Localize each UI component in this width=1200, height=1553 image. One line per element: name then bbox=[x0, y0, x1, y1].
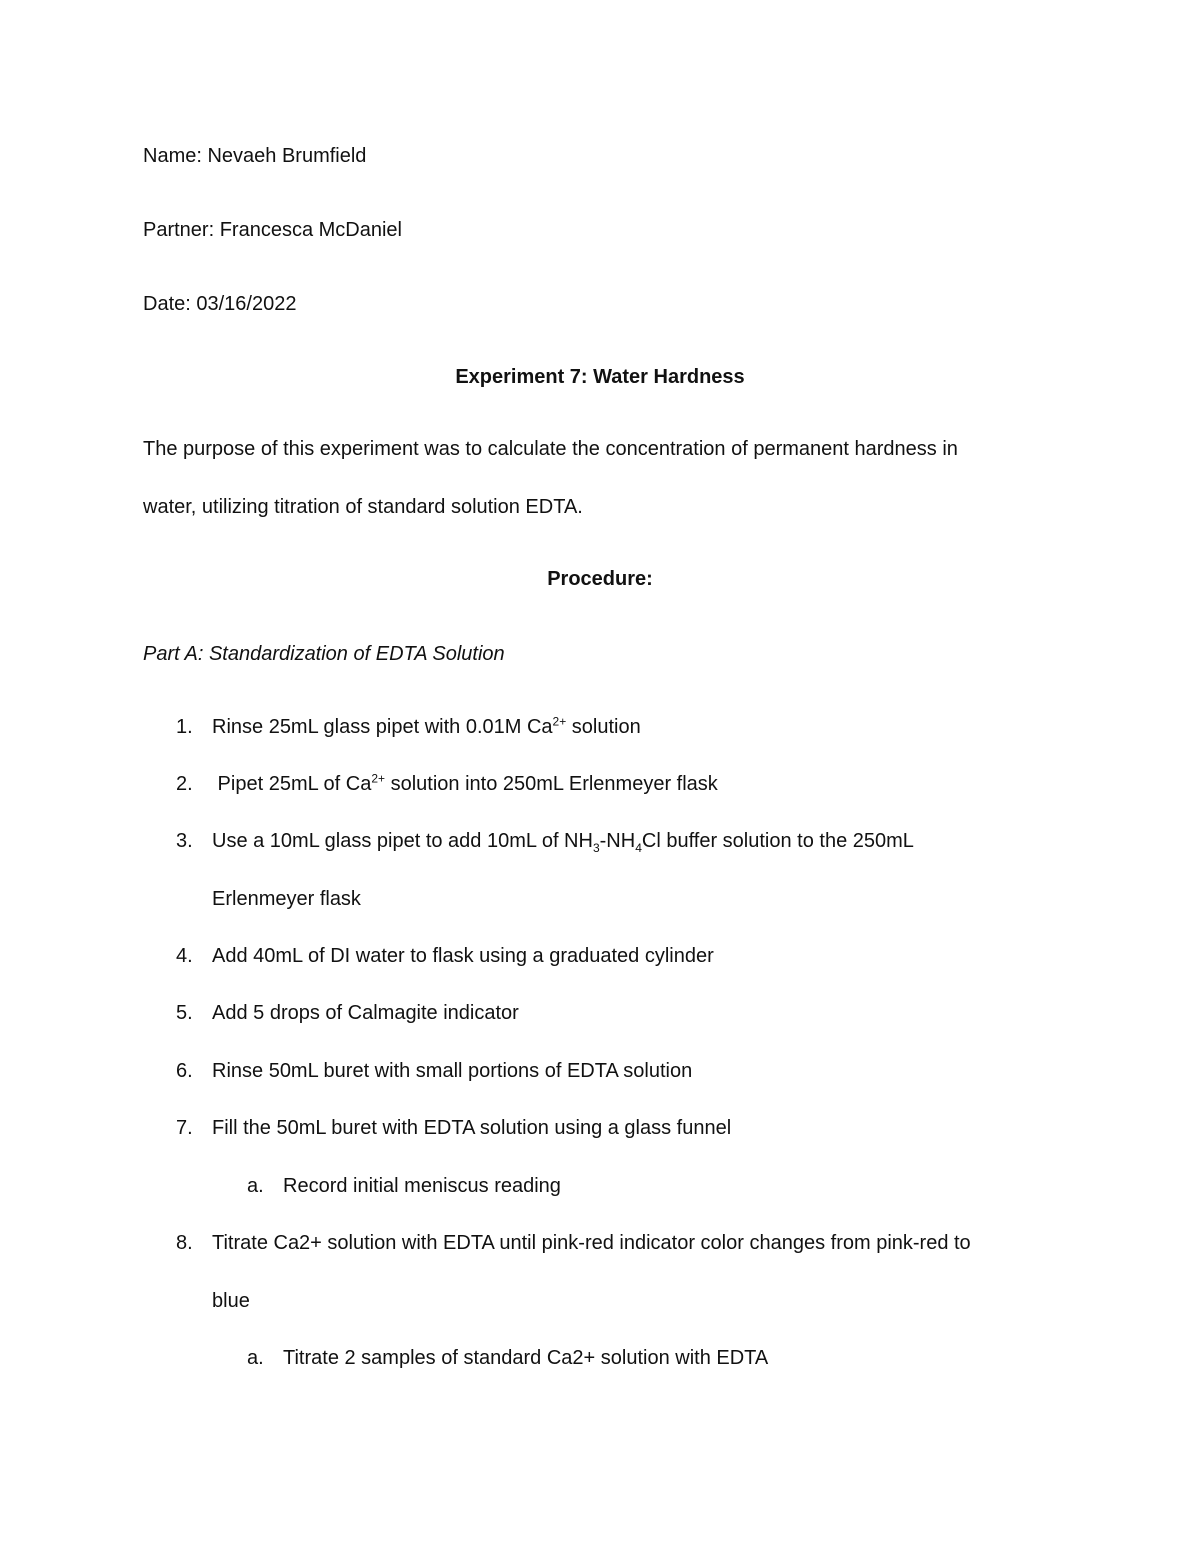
step-number: 2. bbox=[176, 773, 193, 795]
procedure-heading: Procedure: bbox=[547, 568, 653, 590]
step-text-continuation: Erlenmeyer flask bbox=[212, 888, 361, 910]
substep-letter: a. bbox=[247, 1175, 264, 1197]
step-number: 1. bbox=[176, 716, 193, 738]
step-text: Rinse 25mL glass pipet with 0.01M $Ca^{2+}$ solution bbox=[212, 714, 641, 738]
step-number: 7. bbox=[176, 1117, 193, 1139]
step-number: 4. bbox=[176, 945, 193, 967]
purpose-line-1: The purpose of this experiment was to calculate the concentration of permanent hardness in bbox=[143, 438, 958, 460]
step-number: 5. bbox=[176, 1002, 193, 1024]
substep-text: Titrate 2 samples of standard Ca2+ solution with EDTA bbox=[283, 1347, 769, 1369]
partner-name: Partner: Francesca McDaniel bbox=[143, 219, 402, 241]
substep-text: Record initial meniscus reading bbox=[283, 1175, 561, 1197]
step-text: Pipet 25mL of $Ca^{2+}$ solution into 250mL Erlenmeyer flask bbox=[212, 771, 718, 795]
substep-letter: a. bbox=[247, 1347, 264, 1369]
step-text: Add 40mL of DI water to flask using a graduated cylinder bbox=[212, 945, 714, 967]
part-a-heading: Part A: Standardization of EDTA Solution bbox=[143, 643, 505, 665]
student-name: Name: Nevaeh Brumfield bbox=[143, 145, 367, 167]
report-date: Date: 03/16/2022 bbox=[143, 293, 297, 315]
step-text: Use a 10mL glass pipet to add 10mL of $NH_3-NH_4Cl$ buffer solution to the 250mL bbox=[212, 830, 914, 855]
step-text: Fill the 50mL buret with EDTA solution using a glass funnel bbox=[212, 1117, 732, 1139]
step-text: Rinse 50mL buret with small portions of EDTA solution bbox=[212, 1060, 693, 1082]
step-text: Add 5 drops of Calmagite indicator bbox=[212, 1002, 519, 1024]
step-text: Titrate Ca2+ solution with EDTA until pink-red indicator color changes from pink-red to bbox=[212, 1232, 971, 1254]
step-text-continuation: blue bbox=[212, 1290, 250, 1312]
step-number: 6. bbox=[176, 1060, 193, 1082]
step-number: 3. bbox=[176, 830, 193, 852]
page-title: Experiment 7: Water Hardness bbox=[455, 366, 745, 388]
purpose-line-2: water, utilizing titration of standard solution EDTA. bbox=[143, 496, 583, 518]
step-number: 8. bbox=[176, 1232, 193, 1254]
